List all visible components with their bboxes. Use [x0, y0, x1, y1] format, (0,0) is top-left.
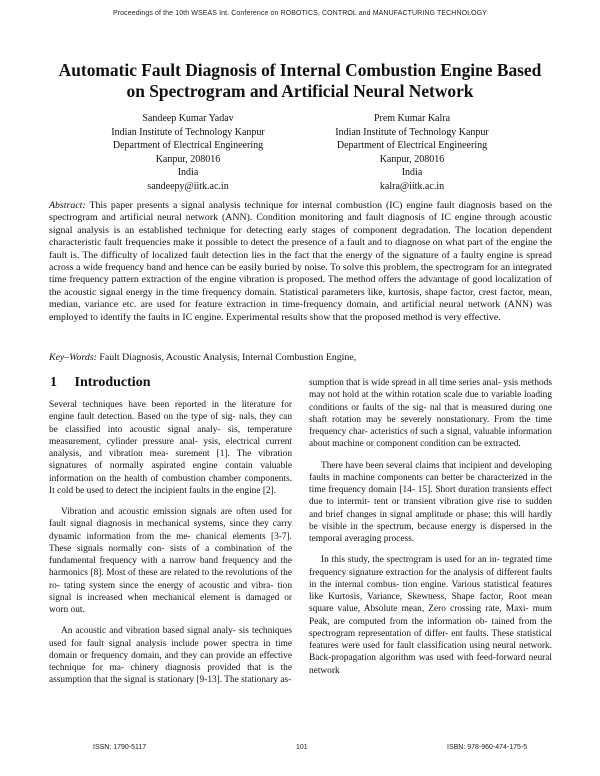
paragraph-line: tegrated time frequency signature extraction for the	[309, 555, 552, 578]
paragraph-line: Several techniques have been reported in the literature	[49, 400, 276, 410]
title-line-2: on Spectrogram and Artificial Neural Network	[126, 81, 474, 101]
paragraph-line: machine or component condition can be extracted.	[332, 439, 521, 450]
paragraph-line: ysis, electrical current analysis, and vibration mea-	[49, 436, 292, 459]
abstract-line: on the spectrogram and artificial neural network (ANN). Condition monitoring and fault diagnosis of IC engine	[49, 200, 552, 224]
abstract-line: vibration is proposed. The method offers the advantage of good localization of the acoustic signal energy in the	[49, 274, 553, 298]
paragraph-line: damaged or worn out.	[49, 592, 292, 615]
paragraph-line: aspirated engine contain valuable information on the	[49, 461, 292, 484]
paragraph-line: health of combustion chamber components. It cold be	[49, 473, 293, 496]
paragraph-line: An acoustic and vibration based signal analy-	[61, 626, 236, 637]
author-department: Department of Electrical Engineering	[112, 140, 264, 152]
paragraph-line: power spectra in time domain or frequency domain,	[49, 638, 292, 661]
author-name: Sandeep Kumar Yadav	[142, 113, 234, 124]
paragraph-line: In this study, the spectrogram is used for an in-	[321, 555, 500, 566]
title-line-1: Automatic Fault Diagnosis of Internal Combustion Engine Based	[58, 60, 542, 80]
paragraph-line: Vibration and acoustic emission signals are often	[61, 507, 256, 517]
abstract-line: are used for feature extraction in time-frequency domain, and artificial neural network (ANN) was employed to	[49, 299, 552, 323]
paragraph	[49, 625, 292, 686]
paragraph-line: tion engine. Various statistical features like Kurtosis,	[309, 579, 552, 602]
paragraph-line: be visible in the spectrum, because energy is dispersed	[309, 521, 526, 532]
abstract-line: by noise. To solve this problem, the spectrogram for an integrated time frequency pattern extraction of the engine	[49, 262, 552, 286]
author-country: India	[401, 167, 423, 179]
paragraph-line: tained from the spectrogram representation of differ-	[309, 616, 552, 639]
abstract-line: energy of the signature of a faulty engine is spread across a wide frequency band and hence can be easily buried	[49, 249, 552, 274]
paragraph	[49, 506, 292, 616]
paragraph-line: be characterized in the time frequency domain [14-	[309, 472, 552, 495]
abstract-line: This paper presents a signal analysis technique for internal combustion (IC) engine fault diagnosis based	[89, 200, 523, 211]
paragraph-line: acteristics of such a signal, valuable information about	[309, 427, 552, 450]
paragraph-line: mum Peak, are computed from the information ob-	[309, 604, 552, 627]
paragraph-line: analysis of different faults in the internal combus-	[309, 567, 552, 590]
paragraph-line: developing faults in machine components can better	[309, 460, 552, 483]
paragraph-line: the signal is stationary [9-13]. The stationary as-	[110, 675, 292, 686]
abstract-line: diagnose on what part of the engine the fault is. The difficulty of localized fault detection lies in the fact that the	[49, 237, 552, 261]
paragraph-line: sumption that is wide spread in all time series anal-	[309, 378, 502, 388]
paragraph-line: severely nonstationary. From the time frequency char-	[309, 414, 552, 437]
author-city: Kanpur, 208016	[155, 153, 221, 165]
paragraph-line: nal that is measured during one shaft rotation may be	[309, 402, 552, 425]
author-institute: Indian Institute of Technology Kanpur	[111, 126, 265, 138]
abstract-line: The location dependent characteristic fault frequencies make it possible to detect the presence of a fault and to	[49, 224, 552, 249]
paragraph-line: since they carry dynamic information from the me-	[49, 519, 292, 542]
paragraph-line: used to detect the incipient faults in the engine [2].	[86, 485, 277, 496]
running-header: Proceedings of the 10th WSEAS Int. Conference on ROBOTICS, CONTROL and MANUFACTURING TECHNOLOGY	[112, 10, 487, 17]
paragraph-line: with a narrow band frequency and the harmonics [8].	[49, 556, 292, 579]
author-institute: Indian Institute of Technology Kanpur	[335, 126, 489, 138]
paragraph-line: due to variable loading conditions or faults of the sig-	[309, 390, 552, 413]
author-name: Prem Kumar Kalra	[373, 113, 451, 124]
author-department: Department of Electrical Engineering	[336, 140, 488, 152]
author-country: India	[177, 167, 199, 179]
paragraph-line: and they can provide an effective technique for ma-	[49, 650, 292, 673]
author-block-1	[78, 112, 298, 194]
section-number: 1	[50, 375, 57, 390]
paper-title	[40, 60, 560, 102]
paragraph-line: chinery diagnosis provided that is the assumption that	[49, 663, 292, 686]
paragraph-line: nals, they can be classified into acoustic signal analy-	[49, 412, 293, 435]
paragraph-line: sis, temperature measurement, cylinder pressure anal-	[49, 424, 292, 447]
paragraph	[49, 399, 292, 497]
paragraph-line: changes in signal amplitude or phase; this will hardly	[346, 509, 552, 520]
paragraph-line: surement [1]. The vibration signatures of normally	[49, 449, 292, 472]
page-number: 101	[296, 744, 308, 751]
paragraph-line: for engine fault detection. Based on the type of sig-	[49, 400, 292, 423]
author-email: sandeepy@iitk.ac.in	[147, 180, 229, 192]
paragraph-line: Variance, Skewness, Shape factor, Root mean square	[309, 592, 552, 615]
paragraph-line: ent faults. These statistical features were used for fault	[309, 628, 552, 651]
paragraph-line: used for fault signal diagnosis in mechanical systems,	[49, 507, 293, 530]
abstract-line: through acoustic signal analysis is an established technique for detecting early stages of component degradation.	[49, 212, 552, 236]
paragraph	[309, 460, 552, 546]
footer-issn: ISSN: 1790-5117	[93, 744, 147, 751]
abstract-line: identify the faults in IC engine. Experimental results show that the proposed method is very effective.	[100, 311, 501, 323]
keywords	[49, 352, 552, 364]
section-title: Introduction	[74, 375, 151, 390]
paragraph-line: There have been several claims that incipient and	[321, 460, 508, 471]
paragraph-line: value, Absolute mean, Zero crossing rate, Maxi-	[337, 604, 529, 615]
paragraph	[309, 554, 552, 677]
author-block-2	[302, 112, 522, 194]
paragraph-line: in the temporal averaging process.	[309, 521, 552, 544]
author-email: kalra@iitk.ac.in	[379, 180, 445, 192]
abstract	[49, 200, 552, 324]
left-column	[49, 399, 292, 687]
paragraph	[309, 377, 552, 451]
paragraph-line: 15]. Short duration transients effect due to intermit-	[309, 485, 552, 508]
paragraph-line: tating system since the energy of acoustic and vibra-	[63, 580, 274, 591]
abstract-line: time frequency domain. Statistical parameters like, kurtosis, shape factor, crest factor, mean, median, variance etc.	[49, 286, 552, 311]
abstract-label: Abstract:	[49, 200, 86, 211]
paragraph-line: Most of these are related to the revolutions of the ro-	[49, 568, 292, 591]
paragraph-line: chanical elements [3-7]. These signals normally con-	[49, 531, 292, 554]
section-heading	[50, 374, 150, 392]
keywords-label: Key–Words:	[49, 352, 97, 363]
paragraph-line: sis techniques used for fault signal analysis include	[49, 626, 292, 649]
keywords-text: Fault Diagnosis, Acoustic Analysis, Internal Combustion Engine,	[99, 352, 357, 363]
author-city: Kanpur, 208016	[379, 153, 445, 165]
paragraph-line: classification using neural network. Back-propagation	[309, 641, 553, 664]
paragraph-line: tion signal is increased when mechanical element is	[49, 580, 292, 603]
footer-isbn: ISBN: 978-960-474-175-5	[447, 744, 528, 751]
right-column	[309, 377, 552, 677]
paragraph-line: sists of a combination of the fundamental frequency	[49, 543, 292, 566]
paragraph-line: algorithm was used with feed-forward neural network	[309, 653, 553, 676]
paragraph-line: tent or transient vibration give rise to sudden and brief	[309, 497, 552, 520]
paragraph-line: ysis methods may not hold at the within rotation scale	[309, 378, 552, 401]
